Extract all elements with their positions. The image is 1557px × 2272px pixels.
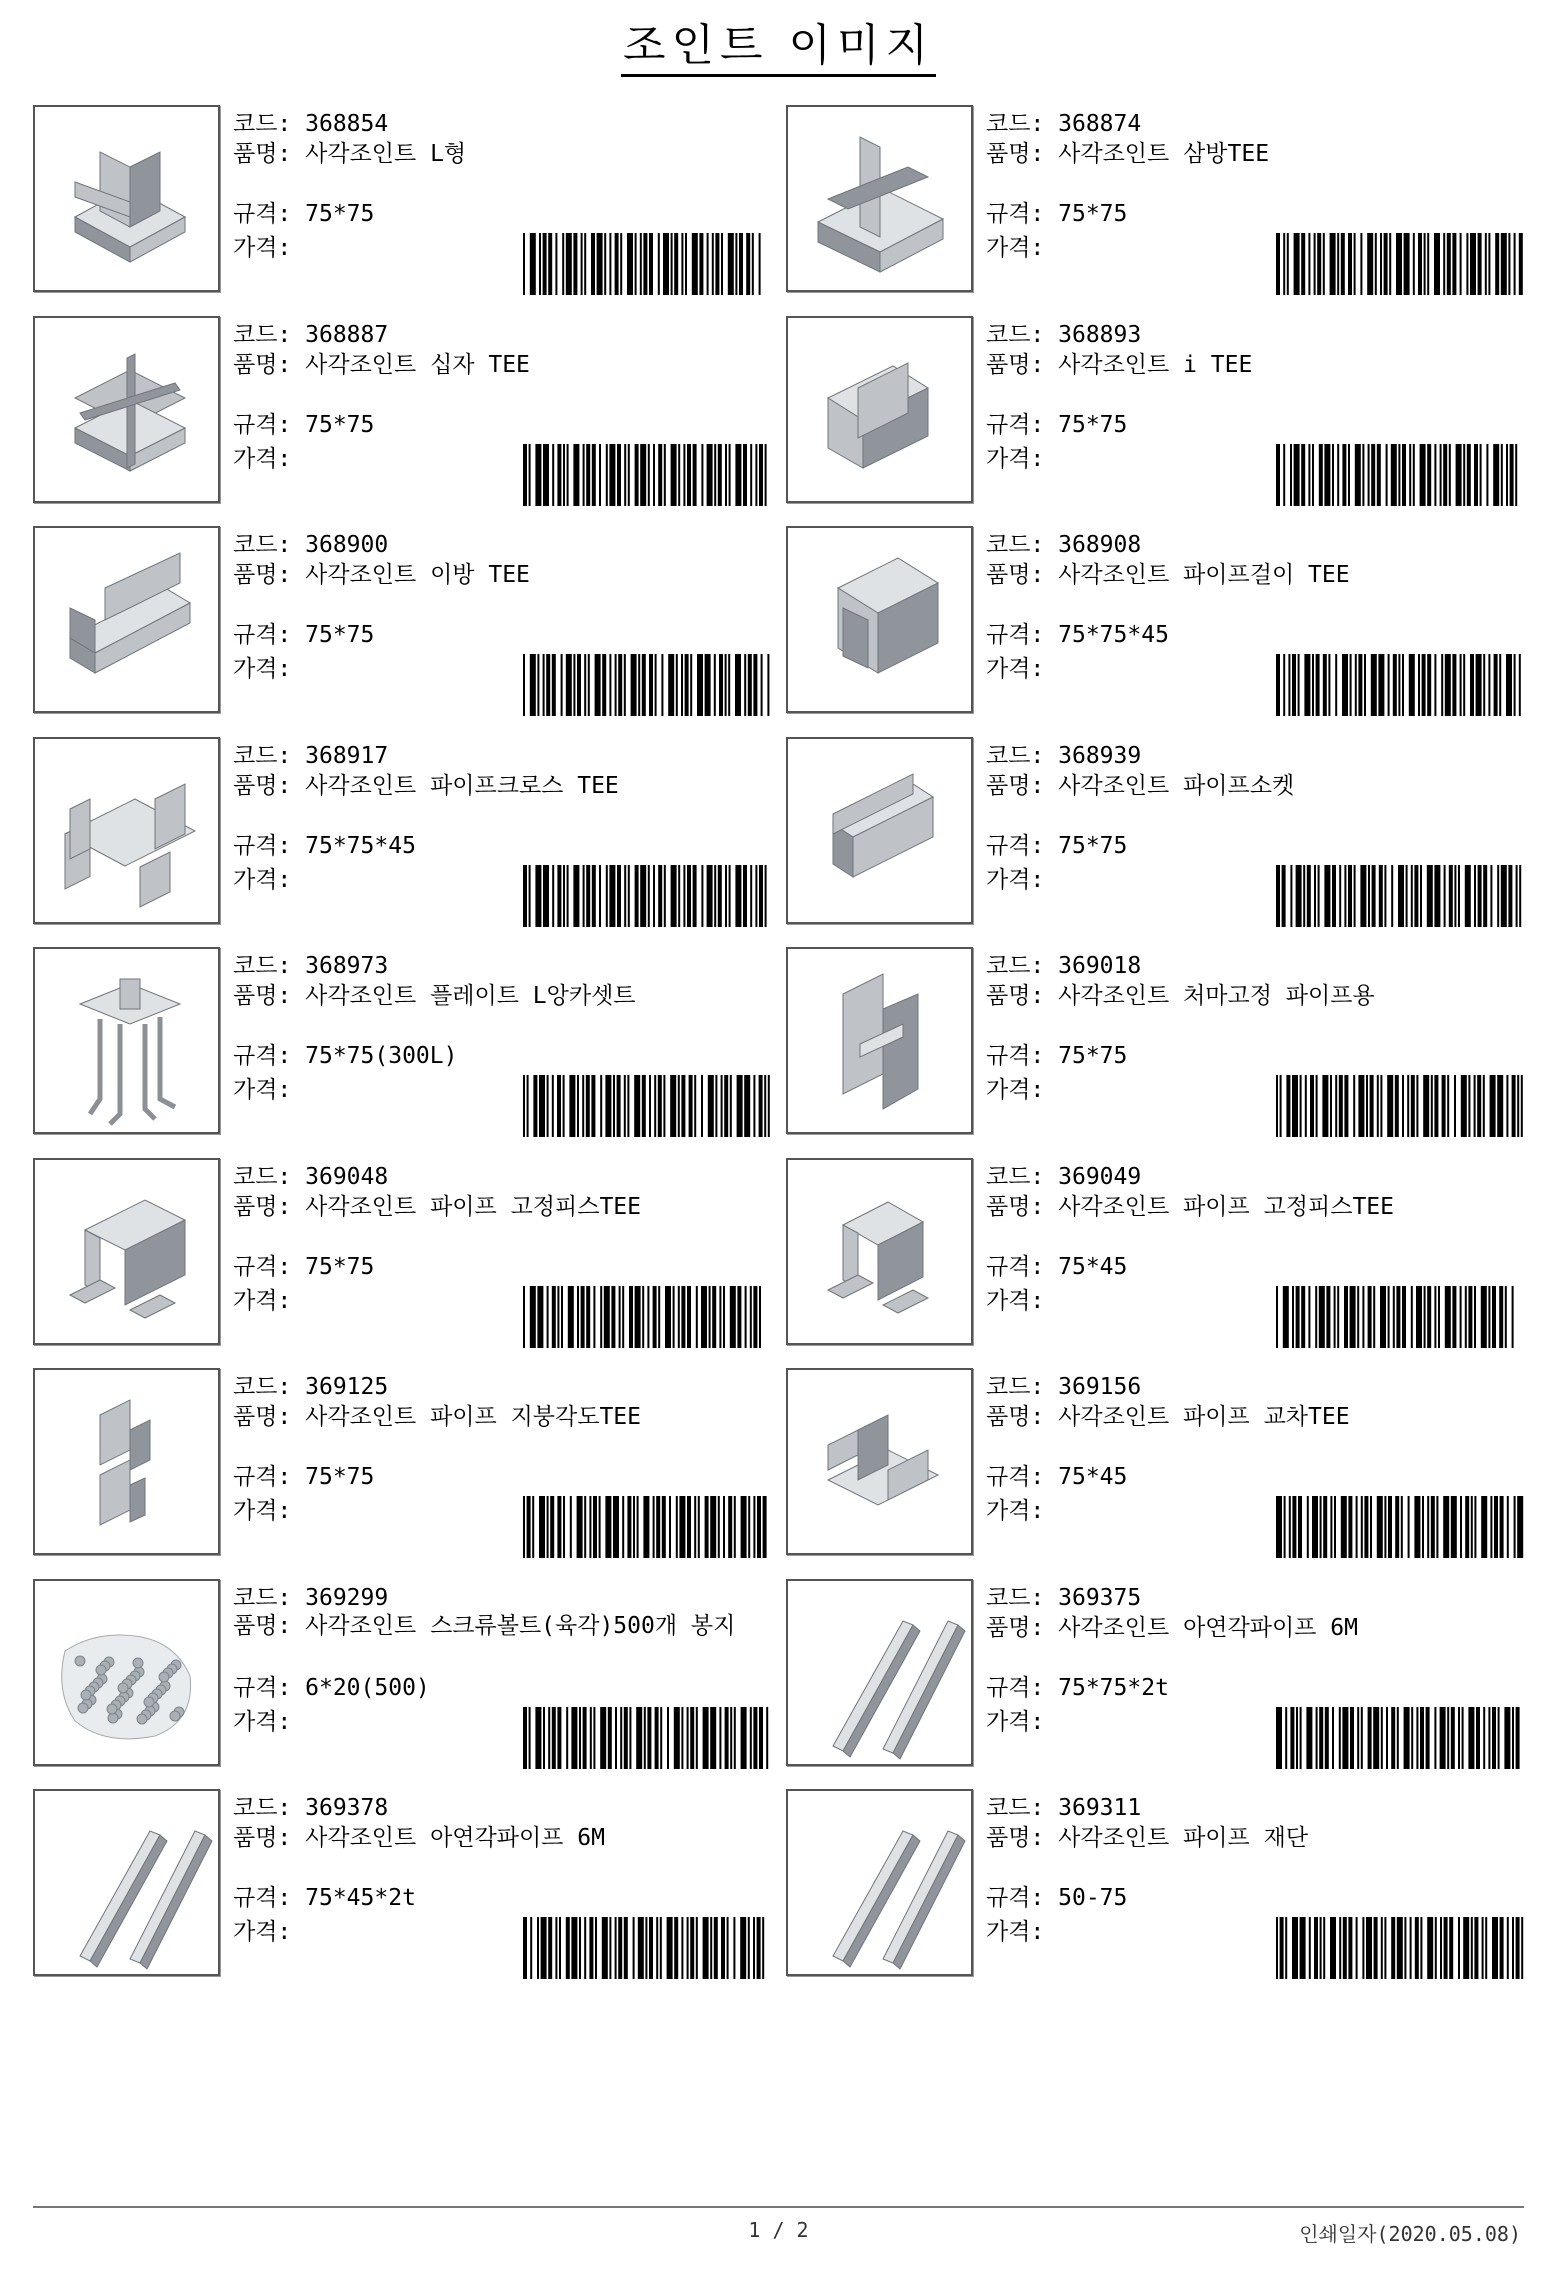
product-code [986, 109, 1141, 139]
spec-label: 규격: [986, 832, 1059, 859]
barcode [523, 444, 773, 506]
name-label: 품명: [986, 983, 1059, 1009]
code-value: 368908 [1058, 532, 1142, 558]
product-code [986, 1162, 1141, 1192]
product-card [33, 105, 773, 295]
product-card [33, 1158, 773, 1348]
name-value: 사각조인트 이방 TEE [305, 562, 530, 588]
product-card [33, 316, 773, 506]
product-price [233, 654, 291, 684]
screw-bolt-bag-icon [35, 1581, 218, 1764]
spec-label: 규격: [986, 411, 1059, 438]
product-code [233, 1793, 388, 1823]
product-code [233, 1162, 388, 1192]
spec-label: 규격: [986, 1253, 1059, 1280]
code-value: 369048 [305, 1163, 389, 1190]
product-card [786, 1368, 1526, 1558]
product-name [233, 1823, 605, 1853]
name-value: 사각조인트 아연각파이프 6M [305, 1825, 605, 1851]
code-label: 코드: [233, 1374, 306, 1400]
product-code [233, 109, 388, 139]
product-spec [986, 410, 1127, 440]
price-label: 가격: [233, 1708, 292, 1735]
product-name [986, 981, 1375, 1011]
product-price [986, 1707, 1044, 1737]
square-pipe-icon [788, 1791, 971, 1974]
page-number: 1 / 2 [748, 2218, 809, 2242]
code-value: 369018 [1058, 953, 1142, 979]
name-value: 사각조인트 파이프크로스 TEE [305, 772, 619, 799]
name-value: 사각조인트 삼방TEE [1058, 141, 1270, 167]
name-label: 품명: [986, 1825, 1059, 1851]
price-label: 가격: [986, 1498, 1045, 1524]
name-label: 품명: [986, 1404, 1059, 1430]
code-value: 368854 [305, 111, 389, 137]
name-value: 사각조인트 파이프 고정피스TEE [1058, 1193, 1394, 1220]
product-image [786, 105, 973, 292]
name-value: 사각조인트 파이프 고정피스TEE [305, 1193, 641, 1220]
product-spec [233, 1673, 430, 1703]
product-price [233, 1707, 291, 1737]
product-name [233, 981, 636, 1011]
product-image [33, 947, 220, 1134]
spec-value: 75*75 [305, 1464, 375, 1490]
code-label: 코드: [233, 1795, 306, 1821]
name-label: 품명: [233, 772, 306, 799]
product-name [233, 1612, 768, 1639]
product-name [986, 139, 1269, 169]
product-spec [233, 1883, 416, 1913]
three-way-tee-icon [788, 107, 971, 290]
product-spec [233, 199, 374, 229]
product-card [786, 737, 1526, 927]
spec-value: 75*75*2t [1058, 1674, 1169, 1701]
price-label: 가격: [233, 656, 292, 682]
product-price [233, 233, 291, 263]
product-card [786, 947, 1526, 1137]
name-value: 사각조인트 파이프 재단 [1058, 1825, 1309, 1851]
barcode [1276, 444, 1526, 506]
product-code [986, 741, 1141, 771]
product-card [33, 1579, 773, 1769]
barcode [1276, 1075, 1526, 1137]
product-price [986, 1917, 1044, 1947]
name-label: 품명: [233, 1404, 306, 1430]
spec-label: 규격: [233, 832, 306, 859]
i-tee-icon [788, 318, 971, 501]
barcode [1276, 654, 1526, 716]
spec-value: 75*75 [305, 411, 375, 438]
price-label: 가격: [233, 445, 292, 472]
spec-label: 규격: [986, 622, 1059, 648]
code-value: 368874 [1058, 111, 1142, 137]
product-spec [986, 1252, 1127, 1282]
product-code [233, 741, 388, 771]
code-label: 코드: [986, 1163, 1059, 1190]
barcode [1276, 1286, 1526, 1348]
code-label: 코드: [986, 321, 1059, 348]
name-label: 품명: [233, 983, 306, 1009]
code-label: 코드: [986, 1584, 1059, 1611]
product-name [233, 1402, 641, 1432]
barcode [523, 1286, 773, 1348]
product-image [33, 316, 220, 503]
pipe-fixing-tee-small-icon [788, 1160, 971, 1343]
product-card [33, 1368, 773, 1558]
product-price [986, 1286, 1044, 1316]
product-spec [233, 831, 416, 861]
product-image [33, 526, 220, 713]
product-code [233, 951, 388, 981]
product-code [233, 1372, 388, 1402]
product-spec [233, 1252, 374, 1282]
name-label: 품명: [233, 1825, 306, 1851]
product-price [986, 444, 1044, 474]
code-value: 369299 [305, 1584, 389, 1611]
spec-label: 규격: [233, 1885, 306, 1911]
price-label: 가격: [233, 1919, 292, 1945]
code-label: 코드: [233, 1584, 306, 1611]
code-label: 코드: [233, 111, 306, 137]
code-value: 369125 [305, 1374, 389, 1400]
product-card [786, 1579, 1526, 1769]
name-label: 품명: [233, 1193, 306, 1220]
product-card [786, 105, 1526, 295]
spec-value: 75*75*45 [305, 832, 416, 859]
pipe-cross-tee-icon [35, 739, 218, 922]
barcode [523, 654, 773, 716]
code-label: 코드: [233, 1163, 306, 1190]
product-card [786, 1158, 1526, 1348]
product-card [33, 737, 773, 927]
product-price [233, 1286, 291, 1316]
product-image [33, 105, 220, 292]
spec-label: 규격: [986, 1464, 1059, 1490]
price-label: 가격: [233, 866, 292, 893]
barcode [1276, 865, 1526, 927]
code-value: 368893 [1058, 321, 1142, 348]
name-value: 사각조인트 i TEE [1058, 351, 1253, 378]
name-value: 사각조인트 파이프 지붕각도TEE [305, 1404, 641, 1430]
two-way-tee-icon [35, 528, 218, 711]
spec-value: 75*75 [1058, 201, 1128, 227]
code-label: 코드: [986, 111, 1059, 137]
pipe-socket-icon [788, 739, 971, 922]
product-spec [233, 410, 374, 440]
code-value: 369156 [1058, 1374, 1142, 1400]
cross-pipe-tee-icon [788, 1370, 971, 1553]
product-card [786, 316, 1526, 506]
product-image [786, 1368, 973, 1555]
name-value: 사각조인트 아연각파이프 6M [1058, 1614, 1358, 1641]
price-label: 가격: [233, 1498, 292, 1524]
code-value: 368887 [305, 321, 389, 348]
spec-label: 규격: [233, 622, 306, 648]
price-label: 가격: [233, 1077, 292, 1103]
spec-label: 규격: [233, 201, 306, 227]
spec-value: 50-75 [1058, 1885, 1128, 1911]
product-spec [233, 1462, 374, 1492]
product-image [33, 737, 220, 924]
product-code [233, 320, 388, 350]
product-image [33, 1789, 220, 1976]
product-name [986, 350, 1252, 380]
product-card [33, 1789, 773, 1979]
name-label: 품명: [986, 1193, 1059, 1220]
product-price [233, 1917, 291, 1947]
cross-tee-icon [35, 318, 218, 501]
eave-fixing-bracket-icon [788, 949, 971, 1132]
product-image [786, 526, 973, 713]
barcode [1276, 1496, 1526, 1558]
product-spec [233, 620, 374, 650]
code-value: 368917 [305, 742, 389, 769]
price-label: 가격: [986, 235, 1045, 261]
product-name [233, 771, 619, 801]
page-title: 조인트 이미지 [0, 18, 1557, 77]
code-label: 코드: [233, 953, 306, 979]
product-image [786, 737, 973, 924]
product-card [33, 947, 773, 1137]
product-name [986, 1192, 1394, 1222]
spec-label: 규격: [986, 201, 1059, 227]
product-image [786, 1158, 973, 1345]
product-code [986, 320, 1141, 350]
spec-value: 75*75 [1058, 832, 1128, 859]
spec-value: 75*75 [1058, 1043, 1128, 1069]
square-pipe-icon [788, 1581, 971, 1764]
code-label: 코드: [233, 321, 306, 348]
code-value: 368900 [305, 532, 389, 558]
spec-value: 75*45 [1058, 1464, 1128, 1490]
product-spec [986, 1883, 1127, 1913]
product-code [986, 1372, 1141, 1402]
barcode [523, 1075, 773, 1137]
name-value: 사각조인트 플레이트 L앙카셋트 [305, 983, 636, 1009]
name-value: 사각조인트 파이프 교차TEE [1058, 1404, 1350, 1430]
price-label: 가격: [233, 235, 292, 261]
product-name [233, 1192, 641, 1222]
product-spec [986, 199, 1127, 229]
name-value: 사각조인트 스크류볼트(육각)500개 봉지 [305, 1612, 736, 1639]
code-value: 369049 [1058, 1163, 1142, 1190]
product-name [986, 1613, 1358, 1643]
name-label: 품명: [233, 562, 306, 588]
name-value: 사각조인트 L형 [305, 141, 467, 167]
name-label: 품명: [986, 772, 1059, 799]
name-value: 사각조인트 십자 TEE [305, 351, 530, 378]
barcode [1276, 1707, 1526, 1769]
product-price [986, 865, 1044, 895]
product-name [986, 1402, 1350, 1432]
spec-value: 75*75 [1058, 411, 1128, 438]
code-label: 코드: [986, 1374, 1059, 1400]
spec-label: 규격: [986, 1885, 1059, 1911]
barcode [523, 1707, 773, 1769]
product-price [233, 1075, 291, 1105]
spec-label: 규격: [233, 1253, 306, 1280]
product-name [986, 560, 1350, 590]
l-shape-joint-icon [35, 107, 218, 290]
name-label: 품명: [986, 1614, 1059, 1641]
product-spec [986, 1462, 1127, 1492]
spec-value: 75*45 [1058, 1253, 1128, 1280]
anchor-plate-set-icon [35, 949, 218, 1132]
spec-label: 규격: [233, 411, 306, 438]
spec-label: 규격: [233, 1043, 306, 1069]
code-label: 코드: [986, 953, 1059, 979]
price-label: 가격: [986, 1919, 1045, 1945]
product-price [233, 1496, 291, 1526]
product-code [986, 951, 1141, 981]
code-label: 코드: [233, 532, 306, 558]
spec-value: 75*75 [305, 201, 375, 227]
code-value: 368939 [1058, 742, 1142, 769]
code-value: 368973 [305, 953, 389, 979]
barcode [1276, 233, 1526, 295]
code-value: 369378 [305, 1795, 389, 1821]
product-price [986, 654, 1044, 684]
code-label: 코드: [986, 1795, 1059, 1821]
price-label: 가격: [986, 1077, 1045, 1103]
product-spec [233, 1041, 457, 1071]
name-label: 품명: [986, 351, 1059, 378]
name-label: 품명: [986, 562, 1059, 588]
code-label: 코드: [233, 742, 306, 769]
price-label: 가격: [233, 1287, 292, 1314]
product-price [986, 1496, 1044, 1526]
name-label: 품명: [233, 1612, 306, 1639]
product-name [986, 1823, 1308, 1853]
spec-value: 75*75 [305, 1253, 375, 1280]
barcode [523, 233, 773, 295]
name-value: 사각조인트 파이프소켓 [1058, 772, 1295, 799]
product-card [786, 1789, 1526, 1979]
spec-value: 75*75*45 [1058, 622, 1169, 648]
name-value: 사각조인트 파이프걸이 TEE [1058, 562, 1350, 588]
product-image [786, 1789, 973, 1976]
square-pipe-icon [35, 1791, 218, 1974]
spec-label: 규격: [986, 1043, 1059, 1069]
product-name [233, 139, 466, 169]
product-code [233, 1583, 388, 1613]
price-label: 가격: [986, 1287, 1045, 1314]
product-code [986, 530, 1141, 560]
product-price [233, 865, 291, 895]
product-spec [986, 831, 1127, 861]
spec-label: 규격: [233, 1464, 306, 1490]
name-label: 품명: [986, 141, 1059, 167]
product-code [986, 1793, 1141, 1823]
pipe-fixing-tee-icon [35, 1160, 218, 1343]
product-name [986, 771, 1294, 801]
barcode [1276, 1917, 1526, 1979]
barcode [523, 865, 773, 927]
code-value: 369375 [1058, 1584, 1142, 1611]
product-code [233, 530, 388, 560]
price-label: 가격: [986, 656, 1045, 682]
product-name [233, 560, 530, 590]
print-date: 인쇄일자(2020.05.08) [1299, 2222, 1521, 2246]
product-price [986, 1075, 1044, 1105]
footer-divider [33, 2206, 1524, 2208]
product-price [233, 444, 291, 474]
product-card [33, 526, 773, 716]
product-image [33, 1368, 220, 1555]
barcode [523, 1496, 773, 1558]
roof-angle-tee-icon [35, 1370, 218, 1553]
spec-label: 규격: [986, 1674, 1059, 1701]
product-spec [986, 620, 1169, 650]
spec-value: 6*20(500) [305, 1674, 430, 1701]
price-label: 가격: [986, 445, 1045, 472]
barcode [523, 1917, 773, 1979]
product-name [233, 350, 530, 380]
product-image [33, 1158, 220, 1345]
product-image [786, 947, 973, 1134]
product-price [986, 233, 1044, 263]
pipe-hanger-tee-icon [788, 528, 971, 711]
product-spec [986, 1041, 1127, 1071]
product-image [786, 316, 973, 503]
product-card [786, 526, 1526, 716]
price-label: 가격: [986, 866, 1045, 893]
spec-value: 75*75(300L) [305, 1043, 458, 1069]
spec-value: 75*75 [305, 622, 375, 648]
name-label: 품명: [233, 351, 306, 378]
code-label: 코드: [986, 532, 1059, 558]
spec-value: 75*45*2t [305, 1885, 416, 1911]
price-label: 가격: [986, 1708, 1045, 1735]
product-code [986, 1583, 1141, 1613]
product-image [33, 1579, 220, 1766]
spec-label: 규격: [233, 1674, 306, 1701]
name-value: 사각조인트 처마고정 파이프용 [1058, 983, 1375, 1009]
product-image [786, 1579, 973, 1766]
product-spec [986, 1673, 1169, 1703]
name-label: 품명: [233, 141, 306, 167]
code-value: 369311 [1058, 1795, 1142, 1821]
code-label: 코드: [986, 742, 1059, 769]
